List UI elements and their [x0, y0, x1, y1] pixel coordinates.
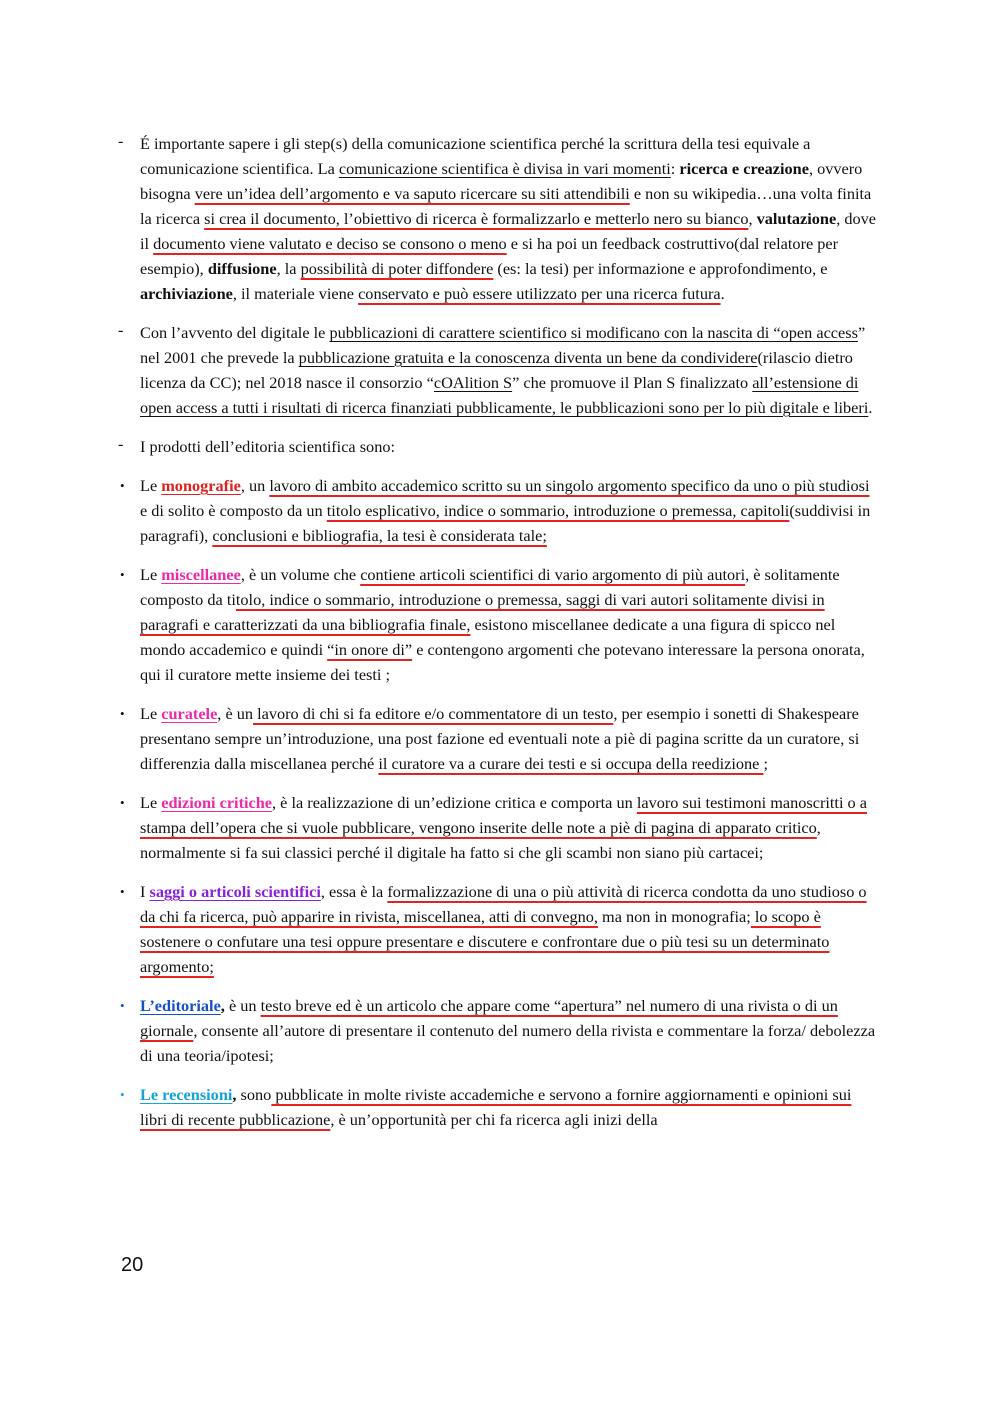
text-run: , normalmente si fa sui classici perché il digitale ha fatto si che gli scambi non siano più cartacei; — [140, 818, 821, 862]
text-run: (rilascio dietro licenza da CC); nel 2018 nasce il consorzio “ — [140, 348, 853, 392]
paragraph-text — [140, 1085, 851, 1129]
text-run: e di solito è composto da un — [140, 501, 327, 520]
bold-term: archiviazione — [140, 284, 233, 303]
list-item — [118, 473, 878, 548]
list-item — [118, 320, 878, 420]
text-run: ma non in monografia; — [597, 907, 751, 926]
highlighted-text: “in onore di” — [327, 640, 413, 659]
dash-marker: - — [118, 320, 124, 339]
text-run: . — [720, 284, 725, 303]
text-run: e si ha poi un feedback costruttivo(dal relatore per esempio), — [140, 234, 839, 278]
bold-term: , — [232, 1085, 237, 1104]
text-run: , ovvero bisogna — [140, 159, 863, 203]
underlined-text: all’estensione di open access a tutti i risultati di ricerca finanziati pubblicamente, le pubblicazioni sono per lo più digitale e liberi — [140, 373, 869, 417]
paragraph-text — [140, 882, 867, 976]
paragraph-text — [140, 704, 859, 773]
list-item — [118, 790, 878, 865]
text-run: Le — [140, 704, 162, 723]
paragraph-text — [140, 437, 395, 456]
highlighted-text: tolo, indice o sommario, introduzione o premessa, saggi di vari autori solitamente divisi in paragrafi e caratterizzati da una bibliografia finale, — [140, 590, 825, 634]
text-run: ; — [763, 754, 769, 773]
bold-term: ricerca e creazione — [679, 159, 809, 178]
bold-term: valutazione — [756, 209, 837, 228]
text-run: e contengono argomenti che potevano interessare la persona onorata, qui il curatore mette insieme dei testi ; — [140, 640, 865, 684]
list-item — [118, 701, 878, 776]
text-run: , un — [240, 476, 270, 495]
highlighted-text: possibilità di poter diffondere — [300, 259, 494, 278]
keyword-term: monografie — [161, 476, 241, 495]
text-run: (es: la tesi) per informazione e approfondimento, e — [493, 259, 828, 278]
paragraph-text — [140, 134, 876, 303]
underlined-text: pubblicazione gratuita e la conoscenza diventa un bene da condividere — [298, 348, 758, 367]
text-run: Le — [140, 476, 162, 495]
bullet-marker: • — [120, 706, 125, 721]
text-run: , è la realizzazione di un’edizione critica e comporta un — [272, 793, 637, 812]
bold-term: , — [220, 996, 225, 1015]
bullet-marker: • — [120, 1087, 125, 1102]
highlighted-text: vere un’idea dell’argomento e va saputo ricercare su siti attendibili — [194, 184, 630, 203]
text-run: , è solitamente composto da ti — [140, 565, 840, 609]
keyword-term: curatele — [161, 704, 218, 723]
text-run: sono — [236, 1085, 272, 1104]
text-run: e non su wikipedia…una volta finita la ricerca — [140, 184, 872, 228]
highlighted-text: conservato e può essere utilizzato per una ricerca futura — [358, 284, 721, 303]
text-run: Le — [140, 793, 162, 812]
paragraph-text — [140, 793, 867, 862]
text-run: , — [748, 209, 757, 228]
text-run: Le — [140, 565, 162, 584]
underlined-text: cOAlition S — [433, 373, 513, 392]
highlighted-text: si crea il documento, l’obiettivo di ricerca è formalizzarlo e metterlo nero su bianco — [204, 209, 749, 228]
highlighted-text: lavoro sui testimoni manoscritti o a stampa dell’opera che si vuole pubblicare, vengono inserite delle note a piè di pagina di apparato critico — [140, 793, 867, 837]
text-run: : — [670, 159, 680, 178]
highlighted-text: testo breve ed è un articolo che appare come “apertura” nel numero di una rivista o di un giornale — [140, 996, 838, 1040]
text-run: . — [868, 398, 873, 417]
paragraph-text — [140, 476, 870, 545]
text-run: , dove il — [140, 209, 876, 253]
text-run: è un — [224, 996, 261, 1015]
bullet-marker: • — [120, 567, 125, 582]
underlined-text: pubblicazioni di carattere scientifico si modificano con la nascita di “open access — [329, 323, 858, 342]
highlighted-text: lo scopo è sostenere o confutare una tesi oppure presentare e discutere e confrontare due o più tesi su un determinato argomento; — [140, 907, 830, 976]
text-run: , la — [276, 259, 301, 278]
highlighted-text: pubblicate in molte riviste accademiche e servono a fornire aggiornamenti e opinioni sui libri di recente pubblicazione — [140, 1085, 852, 1129]
text-run: , è un’opportunità per chi fa ricerca agli inizi della — [330, 1110, 658, 1129]
highlighted-text: formalizzazione di una o più attività di ricerca condotta da uno studioso o da chi fa ricerca, può apparire in rivista, miscellanea, atti di convegno, — [140, 882, 867, 926]
text-run: , essa è la — [320, 882, 388, 901]
list-item — [118, 562, 878, 687]
text-run: (suddivisi in paragrafi), — [140, 501, 871, 545]
bullet-marker: • — [120, 478, 125, 493]
text-run: , è un — [217, 704, 254, 723]
keyword-term: saggi o articoli scientifici — [149, 882, 321, 901]
keyword-term: Le recensioni — [140, 1085, 233, 1104]
keyword-term: miscellanee — [161, 565, 241, 584]
dash-marker: - — [118, 131, 124, 150]
keyword-term: L’editoriale — [140, 996, 221, 1015]
text-run: Con l’avvento del digitale le — [140, 323, 330, 342]
list-item — [118, 434, 878, 459]
text-run: I — [140, 882, 150, 901]
dash-marker: - — [118, 434, 124, 453]
highlighted-text: titolo esplicativo, indice o sommario, introduzione o premessa, capitoli — [326, 501, 790, 520]
text-run: , è un volume che — [240, 565, 361, 584]
list-item — [118, 131, 878, 306]
paragraph-text — [140, 323, 872, 417]
paragraph-text — [140, 565, 865, 684]
underlined-text: comunicazione scientifica è divisa in vari momenti — [338, 159, 671, 178]
text-run: esistono miscellanee dedicate a una figura di spicco nel mondo accademico e quindi — [140, 615, 836, 659]
list-item — [118, 879, 878, 979]
text-run: , per esempio i sonetti di Shakespeare presentano sempre un’introduzione, una post fazione ed eventuali note a piè di pagina scritte da un curatore, si differenzia dalla miscellanea perché — [140, 704, 860, 773]
text-run: É importante sapere i gli step(s) della comunicazione scientifica perché la scrittura della tesi equivale a comunicazione scientifica. La — [140, 134, 811, 178]
keyword-term: edizioni critiche — [161, 793, 273, 812]
text-run: ” nel 2001 che prevede la — [140, 323, 866, 367]
paragraph-text — [140, 996, 875, 1065]
text-run: I prodotti dell’editoria scientifica sono: — [140, 437, 395, 456]
highlighted-text: documento viene valutato e deciso se consono o meno — [153, 234, 507, 253]
text-run: , il materiale viene — [232, 284, 359, 303]
bullet-marker: • — [120, 795, 125, 810]
bold-term: diffusione — [207, 259, 277, 278]
text-run: , consente all’autore di presentare il contenuto del numero della rivista e commentare la forza/ debolezza di una teoria/ipotesi; — [140, 1021, 876, 1065]
highlighted-text: lavoro di ambito accademico scritto su un singolo argomento specifico da uno o più studiosi — [269, 476, 870, 495]
highlighted-text: il curatore va a curare dei testi e si occupa della reedizione — [378, 754, 764, 773]
bullet-marker: • — [120, 884, 125, 899]
highlighted-text: lavoro di chi si fa editore e/o commentatore di un testo — [253, 704, 614, 723]
page-number: 20 — [121, 1254, 144, 1276]
list-item — [118, 1082, 878, 1132]
document-body — [118, 131, 878, 1132]
bullet-marker: • — [120, 998, 125, 1013]
highlighted-text: conclusioni e bibliografia, la tesi è considerata tale; — [212, 526, 547, 545]
list-item — [118, 993, 878, 1068]
text-run: ” che promuove il Plan S finalizzato — [512, 373, 753, 392]
highlighted-text: contiene articoli scientifici di vario argomento di più autori — [360, 565, 746, 584]
